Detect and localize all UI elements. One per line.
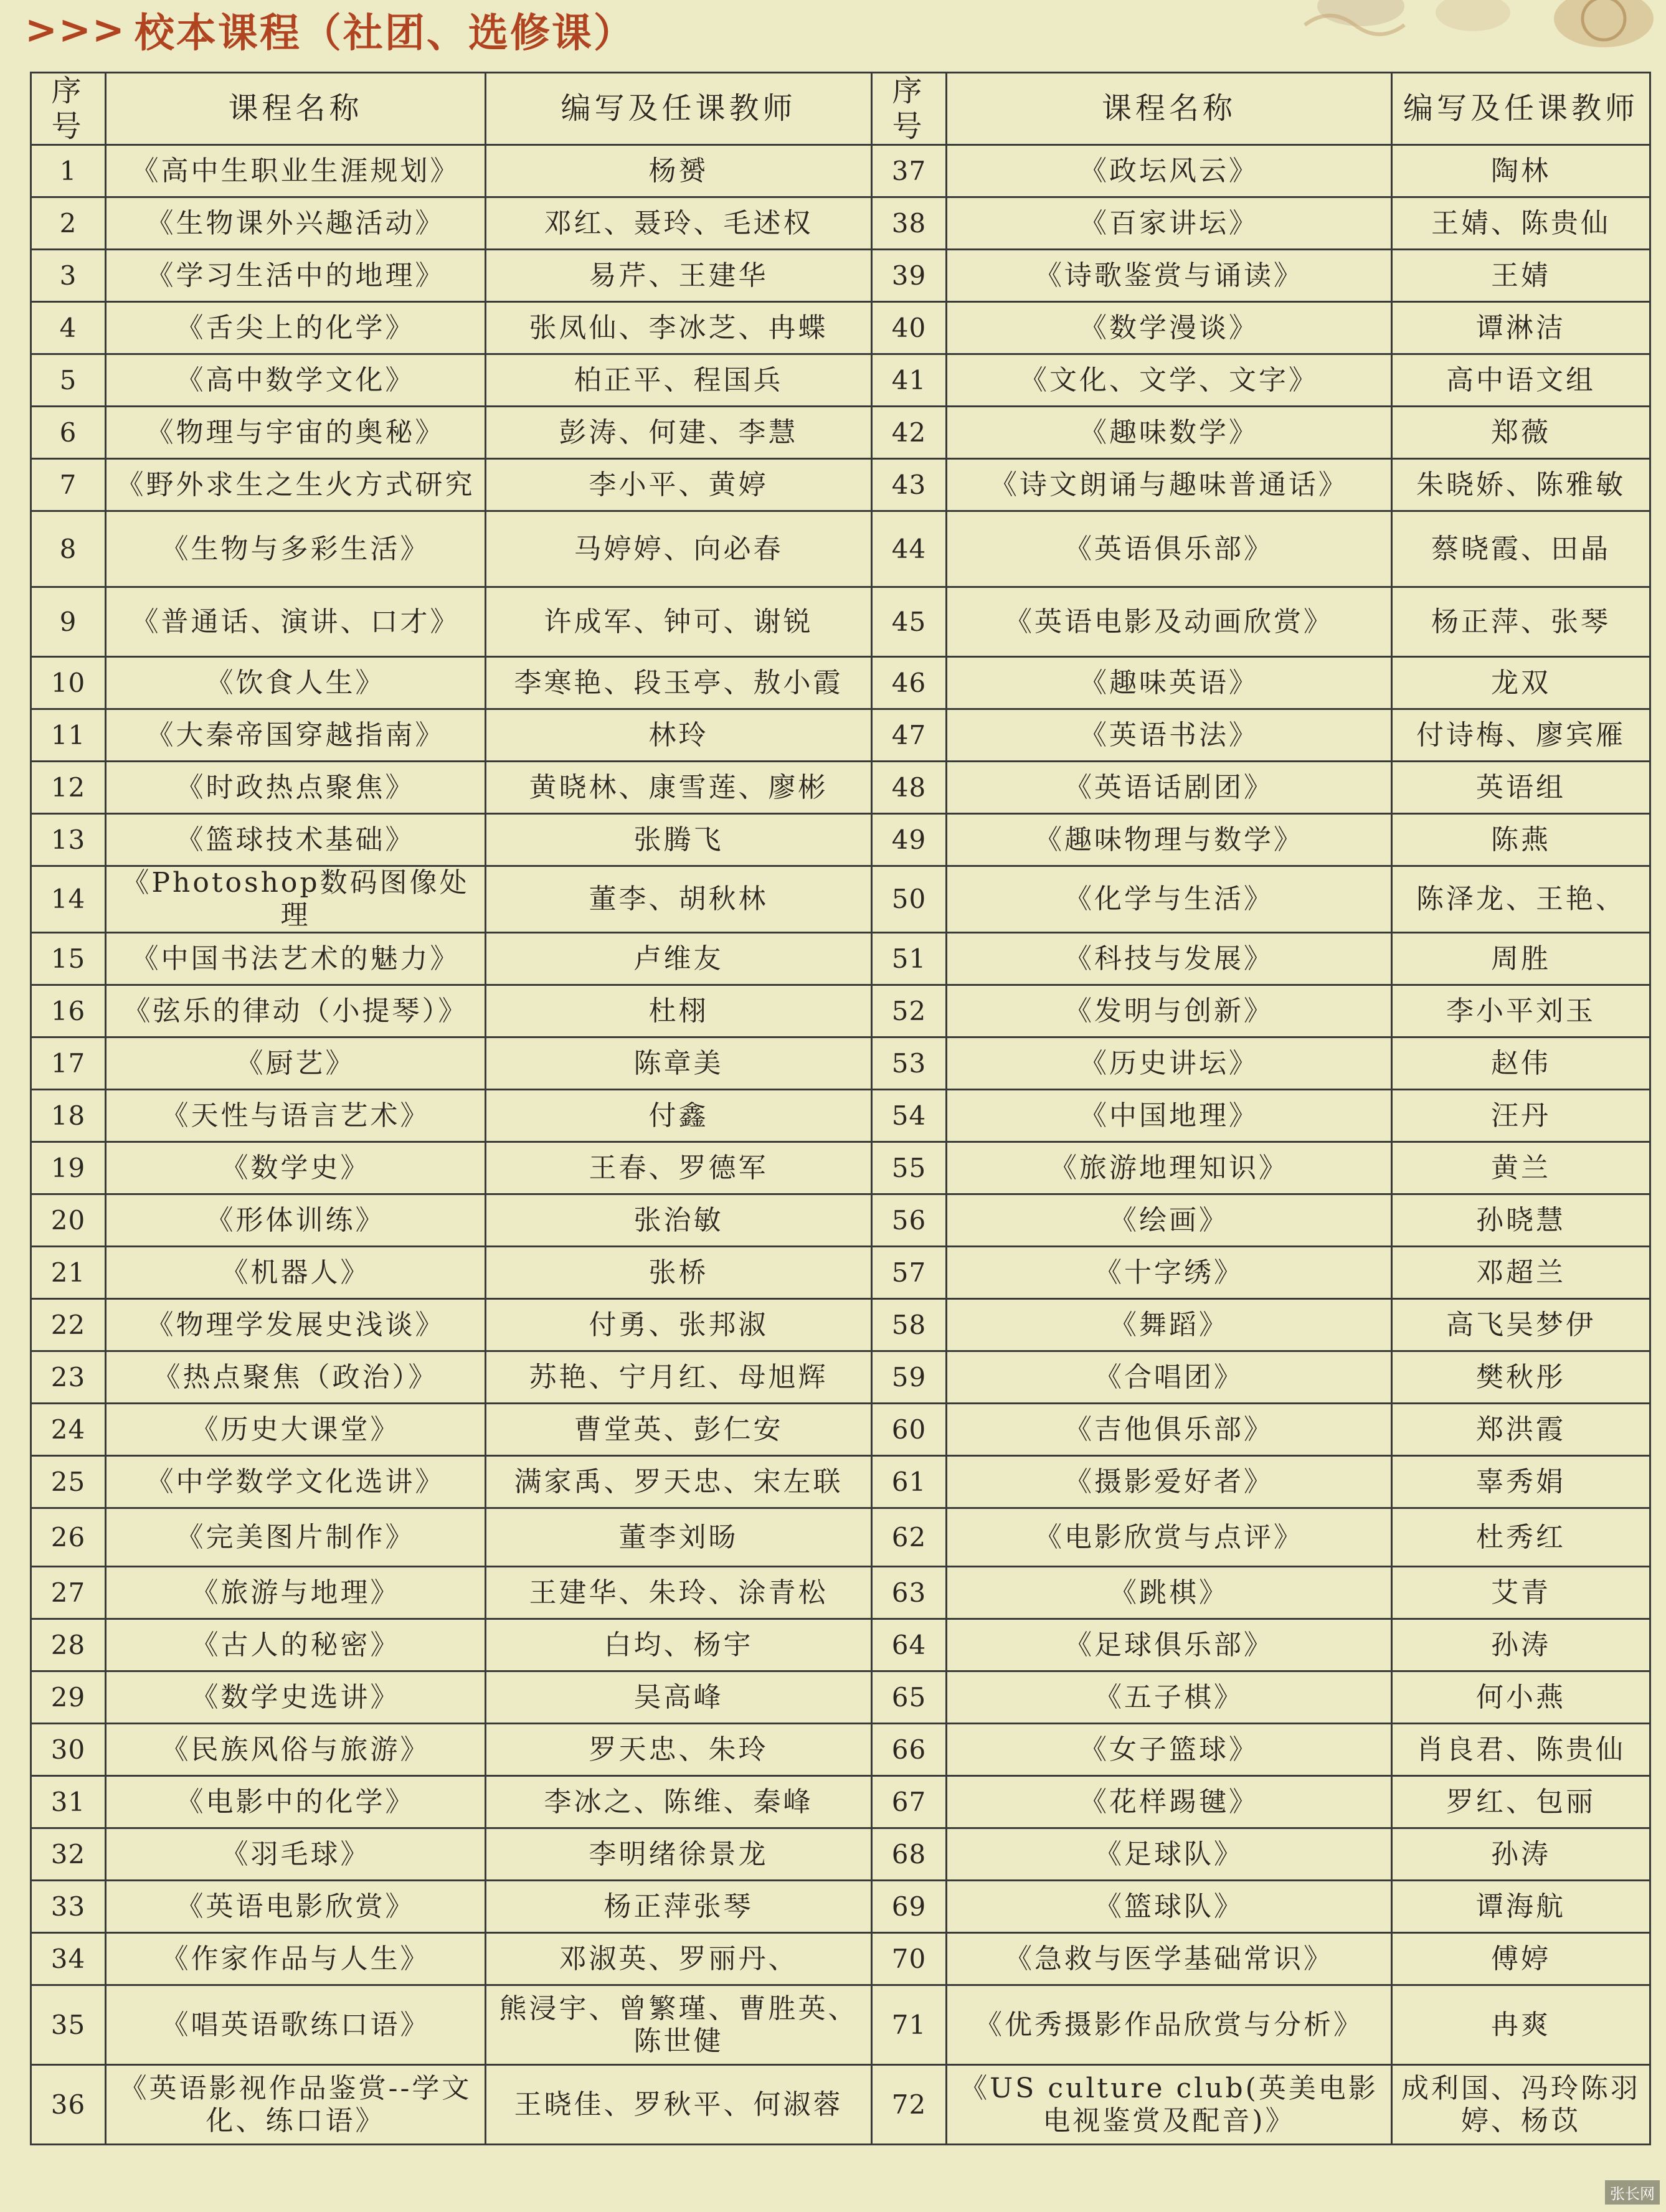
teacher-names: 肖良君、陈贵仙 (1392, 1724, 1650, 1776)
row-number: 11 (31, 709, 106, 762)
table-row (31, 1776, 1650, 1828)
course-name: 《高中数学文化》 (106, 354, 486, 407)
row-number: 40 (872, 302, 947, 354)
row-number: 52 (872, 985, 947, 1037)
course-name: 《政坛风云》 (947, 145, 1392, 197)
course-name: 《Photoshop数码图像处理 (106, 866, 486, 933)
row-number: 71 (872, 1985, 947, 2065)
teacher-names: 吴高峰 (486, 1671, 872, 1724)
table-row (31, 1404, 1650, 1456)
row-number: 7 (31, 459, 106, 511)
course-table (30, 72, 1651, 2145)
row-number: 54 (872, 1090, 947, 1142)
row-number: 36 (31, 2065, 106, 2145)
teacher-names: 李小平、黄婷 (486, 459, 872, 511)
teacher-names: 李小平刘玉 (1392, 985, 1650, 1037)
row-number: 29 (31, 1671, 106, 1724)
course-name: 《文化、文学、文字》 (947, 354, 1392, 407)
course-name: 《形体训练》 (106, 1194, 486, 1247)
teacher-names: 邓红、聂玲、毛述权 (486, 197, 872, 250)
teacher-names: 周胜 (1392, 933, 1650, 985)
teacher-names: 杨赟 (486, 145, 872, 197)
course-name: 《足球俱乐部》 (947, 1619, 1392, 1671)
teacher-names: 谭海航 (1392, 1881, 1650, 1933)
teacher-names: 王建华、朱玲、涂青松 (486, 1567, 872, 1619)
row-number: 18 (31, 1090, 106, 1142)
decorative-ornament (1292, 0, 1666, 56)
row-number: 16 (31, 985, 106, 1037)
teacher-names: 郑薇 (1392, 407, 1650, 459)
course-name: 《历史讲坛》 (947, 1037, 1392, 1090)
row-number: 39 (872, 250, 947, 302)
teacher-names: 李冰之、陈维、秦峰 (486, 1776, 872, 1828)
course-name: 《趣味物理与数学》 (947, 814, 1392, 866)
table-body (31, 145, 1650, 2145)
table-row (31, 1090, 1650, 1142)
course-name: 《足球队》 (947, 1828, 1392, 1881)
table-row (31, 1299, 1650, 1351)
table-row (31, 762, 1650, 814)
course-name: 《完美图片制作》 (106, 1508, 486, 1567)
column-header: 序号 (872, 73, 947, 145)
row-number: 24 (31, 1404, 106, 1456)
row-number: 38 (872, 197, 947, 250)
teacher-names: 罗天忠、朱玲 (486, 1724, 872, 1776)
row-number: 2 (31, 197, 106, 250)
row-number: 41 (872, 354, 947, 407)
row-number: 27 (31, 1567, 106, 1619)
teacher-names: 赵伟 (1392, 1037, 1650, 1090)
teacher-names: 谭淋洁 (1392, 302, 1650, 354)
table-row (31, 250, 1650, 302)
column-header: 课程名称 (947, 73, 1392, 145)
row-number: 13 (31, 814, 106, 866)
table-row (31, 587, 1650, 657)
row-number: 63 (872, 1567, 947, 1619)
row-number: 49 (872, 814, 947, 866)
chevrons-icon: >>> (25, 7, 126, 52)
table-row (31, 1985, 1650, 2065)
row-number: 60 (872, 1404, 947, 1456)
course-name: 《历史大课堂》 (106, 1404, 486, 1456)
row-number: 47 (872, 709, 947, 762)
teacher-names: 彭涛、何建、李慧 (486, 407, 872, 459)
row-number: 44 (872, 511, 947, 587)
course-name: 《女子篮球》 (947, 1724, 1392, 1776)
course-name: 《生物课外兴趣活动》 (106, 197, 486, 250)
course-name: 《英语电影欣赏》 (106, 1881, 486, 1933)
course-name: 《旅游与地理》 (106, 1567, 486, 1619)
teacher-names: 汪丹 (1392, 1090, 1650, 1142)
teacher-names: 黄晓林、康雪莲、廖彬 (486, 762, 872, 814)
table-row (31, 1567, 1650, 1619)
row-number: 62 (872, 1508, 947, 1567)
teacher-names: 杜秀红 (1392, 1508, 1650, 1567)
column-header: 编写及任课教师 (1392, 73, 1650, 145)
row-number: 35 (31, 1985, 106, 2065)
course-name: 《热点聚焦（政治）》 (106, 1351, 486, 1404)
row-number: 26 (31, 1508, 106, 1567)
teacher-names: 付鑫 (486, 1090, 872, 1142)
teacher-names: 蔡晓霞、田晶 (1392, 511, 1650, 587)
row-number: 6 (31, 407, 106, 459)
teacher-names: 艾青 (1392, 1567, 1650, 1619)
course-name: 《高中生职业生涯规划》 (106, 145, 486, 197)
row-number: 68 (872, 1828, 947, 1881)
row-number: 3 (31, 250, 106, 302)
teacher-names: 张桥 (486, 1247, 872, 1299)
course-name: 《摄影爱好者》 (947, 1456, 1392, 1508)
teacher-names: 冉爽 (1392, 1985, 1650, 2065)
row-number: 48 (872, 762, 947, 814)
course-name: 《诗歌鉴赏与诵读》 (947, 250, 1392, 302)
row-number: 46 (872, 657, 947, 709)
row-number: 15 (31, 933, 106, 985)
course-name: 《合唱团》 (947, 1351, 1392, 1404)
teacher-names: 张凤仙、李冰芝、冉蝶 (486, 302, 872, 354)
course-name: 《舞蹈》 (947, 1299, 1392, 1351)
course-name: 《古人的秘密》 (106, 1619, 486, 1671)
row-number: 12 (31, 762, 106, 814)
row-number: 34 (31, 1933, 106, 1985)
teacher-names: 马婷婷、向必春 (486, 511, 872, 587)
course-name: 《化学与生活》 (947, 866, 1392, 933)
teacher-names: 付勇、张邦淑 (486, 1299, 872, 1351)
teacher-names: 张腾飞 (486, 814, 872, 866)
teacher-names: 孙晓慧 (1392, 1194, 1650, 1247)
course-name: 《英语影视作品鉴赏--学文化、练口语》 (106, 2065, 486, 2145)
course-name: 《数学漫谈》 (947, 302, 1392, 354)
teacher-names: 柏正平、程国兵 (486, 354, 872, 407)
table-row (31, 814, 1650, 866)
table-row (31, 459, 1650, 511)
course-name: 《中学数学文化选讲》 (106, 1456, 486, 1508)
course-name: 《中国地理》 (947, 1090, 1392, 1142)
course-table-wrapper (30, 72, 1649, 2145)
teacher-names: 高飞吴梦伊 (1392, 1299, 1650, 1351)
row-number: 53 (872, 1037, 947, 1090)
teacher-names: 曹堂英、彭仁安 (486, 1404, 872, 1456)
row-number: 45 (872, 587, 947, 657)
course-name: 《篮球队》 (947, 1881, 1392, 1933)
table-row (31, 354, 1650, 407)
course-name: 《跳棋》 (947, 1567, 1392, 1619)
table-row (31, 1881, 1650, 1933)
teacher-names: 英语组 (1392, 762, 1650, 814)
row-number: 67 (872, 1776, 947, 1828)
row-number: 72 (872, 2065, 947, 2145)
teacher-names: 邓超兰 (1392, 1247, 1650, 1299)
table-row (31, 866, 1650, 933)
row-number: 51 (872, 933, 947, 985)
row-number: 64 (872, 1619, 947, 1671)
row-number: 19 (31, 1142, 106, 1194)
course-name: 《旅游地理知识》 (947, 1142, 1392, 1194)
table-row (31, 407, 1650, 459)
teacher-names: 黄兰 (1392, 1142, 1650, 1194)
row-number: 37 (872, 145, 947, 197)
teacher-names: 林玲 (486, 709, 872, 762)
course-name: 《英语话剧团》 (947, 762, 1392, 814)
teacher-names: 成利国、冯玲陈羽婷、杨苡 (1392, 2065, 1650, 2145)
teacher-names: 白均、杨宇 (486, 1619, 872, 1671)
teacher-names: 孙涛 (1392, 1828, 1650, 1881)
course-name: 《厨艺》 (106, 1037, 486, 1090)
teacher-names: 郑洪霞 (1392, 1404, 1650, 1456)
teacher-names: 杜栩 (486, 985, 872, 1037)
course-name: 《中国书法艺术的魅力》 (106, 933, 486, 985)
teacher-names: 王婧 (1392, 250, 1650, 302)
row-number: 25 (31, 1456, 106, 1508)
teacher-names: 杨正萍、张琴 (1392, 587, 1650, 657)
row-number: 43 (872, 459, 947, 511)
row-number: 56 (872, 1194, 947, 1247)
row-number: 33 (31, 1881, 106, 1933)
table-row (31, 1142, 1650, 1194)
course-name: 《诗文朗诵与趣味普通话》 (947, 459, 1392, 511)
course-name: 《生物与多彩生活》 (106, 511, 486, 587)
course-name: 《发明与创新》 (947, 985, 1392, 1037)
teacher-names: 孙涛 (1392, 1619, 1650, 1671)
course-name: 《花样踢毽》 (947, 1776, 1392, 1828)
course-name: 《百家讲坛》 (947, 197, 1392, 250)
teacher-names: 朱晓娇、陈雅敏 (1392, 459, 1650, 511)
row-number: 70 (872, 1933, 947, 1985)
column-header: 课程名称 (106, 73, 486, 145)
teacher-names: 樊秋彤 (1392, 1351, 1650, 1404)
teacher-names: 龙双 (1392, 657, 1650, 709)
teacher-names: 熊浸宇、曾繁瑾、曹胜英、陈世健 (486, 1985, 872, 2065)
teacher-names: 王婧、陈贵仙 (1392, 197, 1650, 250)
teacher-names: 李明绪徐景龙 (486, 1828, 872, 1881)
row-number: 30 (31, 1724, 106, 1776)
teacher-names: 辜秀娟 (1392, 1456, 1650, 1508)
row-number: 8 (31, 511, 106, 587)
course-name: 《时政热点聚焦》 (106, 762, 486, 814)
table-row (31, 1351, 1650, 1404)
course-name: 《舌尖上的化学》 (106, 302, 486, 354)
table-row (31, 1456, 1650, 1508)
row-number: 5 (31, 354, 106, 407)
teacher-names: 陈泽龙、王艳、 (1392, 866, 1650, 933)
row-number: 57 (872, 1247, 947, 1299)
row-number: 65 (872, 1671, 947, 1724)
row-number: 61 (872, 1456, 947, 1508)
course-name: 《天性与语言艺术》 (106, 1090, 486, 1142)
course-name: 《民族风俗与旅游》 (106, 1724, 486, 1776)
table-row (31, 1508, 1650, 1567)
course-name: 《趣味英语》 (947, 657, 1392, 709)
table-row (31, 197, 1650, 250)
row-number: 14 (31, 866, 106, 933)
course-name: 《弦乐的律动（小提琴）》 (106, 985, 486, 1037)
course-name: 《数学史》 (106, 1142, 486, 1194)
course-name: 《趣味数学》 (947, 407, 1392, 459)
row-number: 10 (31, 657, 106, 709)
teacher-names: 王春、罗德军 (486, 1142, 872, 1194)
teacher-names: 许成军、钟可、谢锐 (486, 587, 872, 657)
course-name: 《十字绣》 (947, 1247, 1392, 1299)
row-number: 32 (31, 1828, 106, 1881)
teacher-names: 张治敏 (486, 1194, 872, 1247)
row-number: 21 (31, 1247, 106, 1299)
course-name: 《US culture club(英美电影电视鉴赏及配音)》 (947, 2065, 1392, 2145)
table-row (31, 511, 1650, 587)
table-header-row (31, 73, 1650, 145)
course-name: 《数学史选讲》 (106, 1671, 486, 1724)
teacher-names: 卢维友 (486, 933, 872, 985)
table-row (31, 1194, 1650, 1247)
teacher-names: 陈章美 (486, 1037, 872, 1090)
course-name: 《饮食人生》 (106, 657, 486, 709)
teacher-names: 满家禹、罗天忠、宋左联 (486, 1456, 872, 1508)
course-name: 《五子棋》 (947, 1671, 1392, 1724)
row-number: 59 (872, 1351, 947, 1404)
course-name: 《野外求生之生火方式研究 (106, 459, 486, 511)
table-row (31, 1671, 1650, 1724)
table-row (31, 1037, 1650, 1090)
row-number: 23 (31, 1351, 106, 1404)
row-number: 66 (872, 1724, 947, 1776)
course-name: 《科技与发展》 (947, 933, 1392, 985)
row-number: 1 (31, 145, 106, 197)
course-name: 《物理学发展史浅谈》 (106, 1299, 486, 1351)
course-name: 《篮球技术基础》 (106, 814, 486, 866)
teacher-names: 陶林 (1392, 145, 1650, 197)
teacher-names: 杨正萍张琴 (486, 1881, 872, 1933)
course-name: 《吉他俱乐部》 (947, 1404, 1392, 1456)
table-row (31, 933, 1650, 985)
row-number: 58 (872, 1299, 947, 1351)
teacher-names: 邓淑英、罗丽丹、 (486, 1933, 872, 1985)
teacher-names: 付诗梅、廖宾雁 (1392, 709, 1650, 762)
teacher-names: 王晓佳、罗秋平、何淑蓉 (486, 2065, 872, 2145)
teacher-names: 易芹、王建华 (486, 250, 872, 302)
course-name: 《优秀摄影作品欣赏与分析》 (947, 1985, 1392, 2065)
page-title: 校本课程（社团、选修课） (134, 10, 635, 57)
course-name: 《唱英语歌练口语》 (106, 1985, 486, 2065)
row-number: 20 (31, 1194, 106, 1247)
table-row (31, 1247, 1650, 1299)
teacher-names: 苏艳、宁月红、母旭辉 (486, 1351, 872, 1404)
row-number: 55 (872, 1142, 947, 1194)
teacher-names: 高中语文组 (1392, 354, 1650, 407)
course-name: 《大秦帝国穿越指南》 (106, 709, 486, 762)
teacher-names: 李寒艳、段玉亭、敖小霞 (486, 657, 872, 709)
watermark: 张长网 (1605, 2180, 1660, 2205)
row-number: 4 (31, 302, 106, 354)
table-row (31, 302, 1650, 354)
row-number: 9 (31, 587, 106, 657)
course-name: 《普通话、演讲、口才》 (106, 587, 486, 657)
row-number: 50 (872, 866, 947, 933)
course-name: 《物理与宇宙的奥秘》 (106, 407, 486, 459)
row-number: 31 (31, 1776, 106, 1828)
row-number: 17 (31, 1037, 106, 1090)
table-row (31, 1828, 1650, 1881)
course-name: 《英语俱乐部》 (947, 511, 1392, 587)
teacher-names: 罗红、包丽 (1392, 1776, 1650, 1828)
teacher-names: 陈燕 (1392, 814, 1650, 866)
column-header: 编写及任课教师 (486, 73, 872, 145)
row-number: 28 (31, 1619, 106, 1671)
course-name: 《羽毛球》 (106, 1828, 486, 1881)
row-number: 22 (31, 1299, 106, 1351)
table-row (31, 709, 1650, 762)
row-number: 42 (872, 407, 947, 459)
course-name: 《作家作品与人生》 (106, 1933, 486, 1985)
table-row (31, 1619, 1650, 1671)
table-row (31, 2065, 1650, 2145)
table-row (31, 657, 1650, 709)
teacher-names: 董李、胡秋林 (486, 866, 872, 933)
teacher-names: 董李刘旸 (486, 1508, 872, 1567)
course-name: 《英语书法》 (947, 709, 1392, 762)
course-name: 《机器人》 (106, 1247, 486, 1299)
course-name: 《绘画》 (947, 1194, 1392, 1247)
row-number: 69 (872, 1881, 947, 1933)
table-row (31, 985, 1650, 1037)
course-name: 《急救与医学基础常识》 (947, 1933, 1392, 1985)
teacher-names: 傅婷 (1392, 1933, 1650, 1985)
course-name: 《电影欣赏与点评》 (947, 1508, 1392, 1567)
table-row (31, 1724, 1650, 1776)
table-row (31, 1933, 1650, 1985)
table-row (31, 145, 1650, 197)
teacher-names: 何小燕 (1392, 1671, 1650, 1724)
column-header: 序号 (31, 73, 106, 145)
course-name: 《英语电影及动画欣赏》 (947, 587, 1392, 657)
section-heading (25, 0, 635, 59)
course-name: 《学习生活中的地理》 (106, 250, 486, 302)
course-name: 《电影中的化学》 (106, 1776, 486, 1828)
